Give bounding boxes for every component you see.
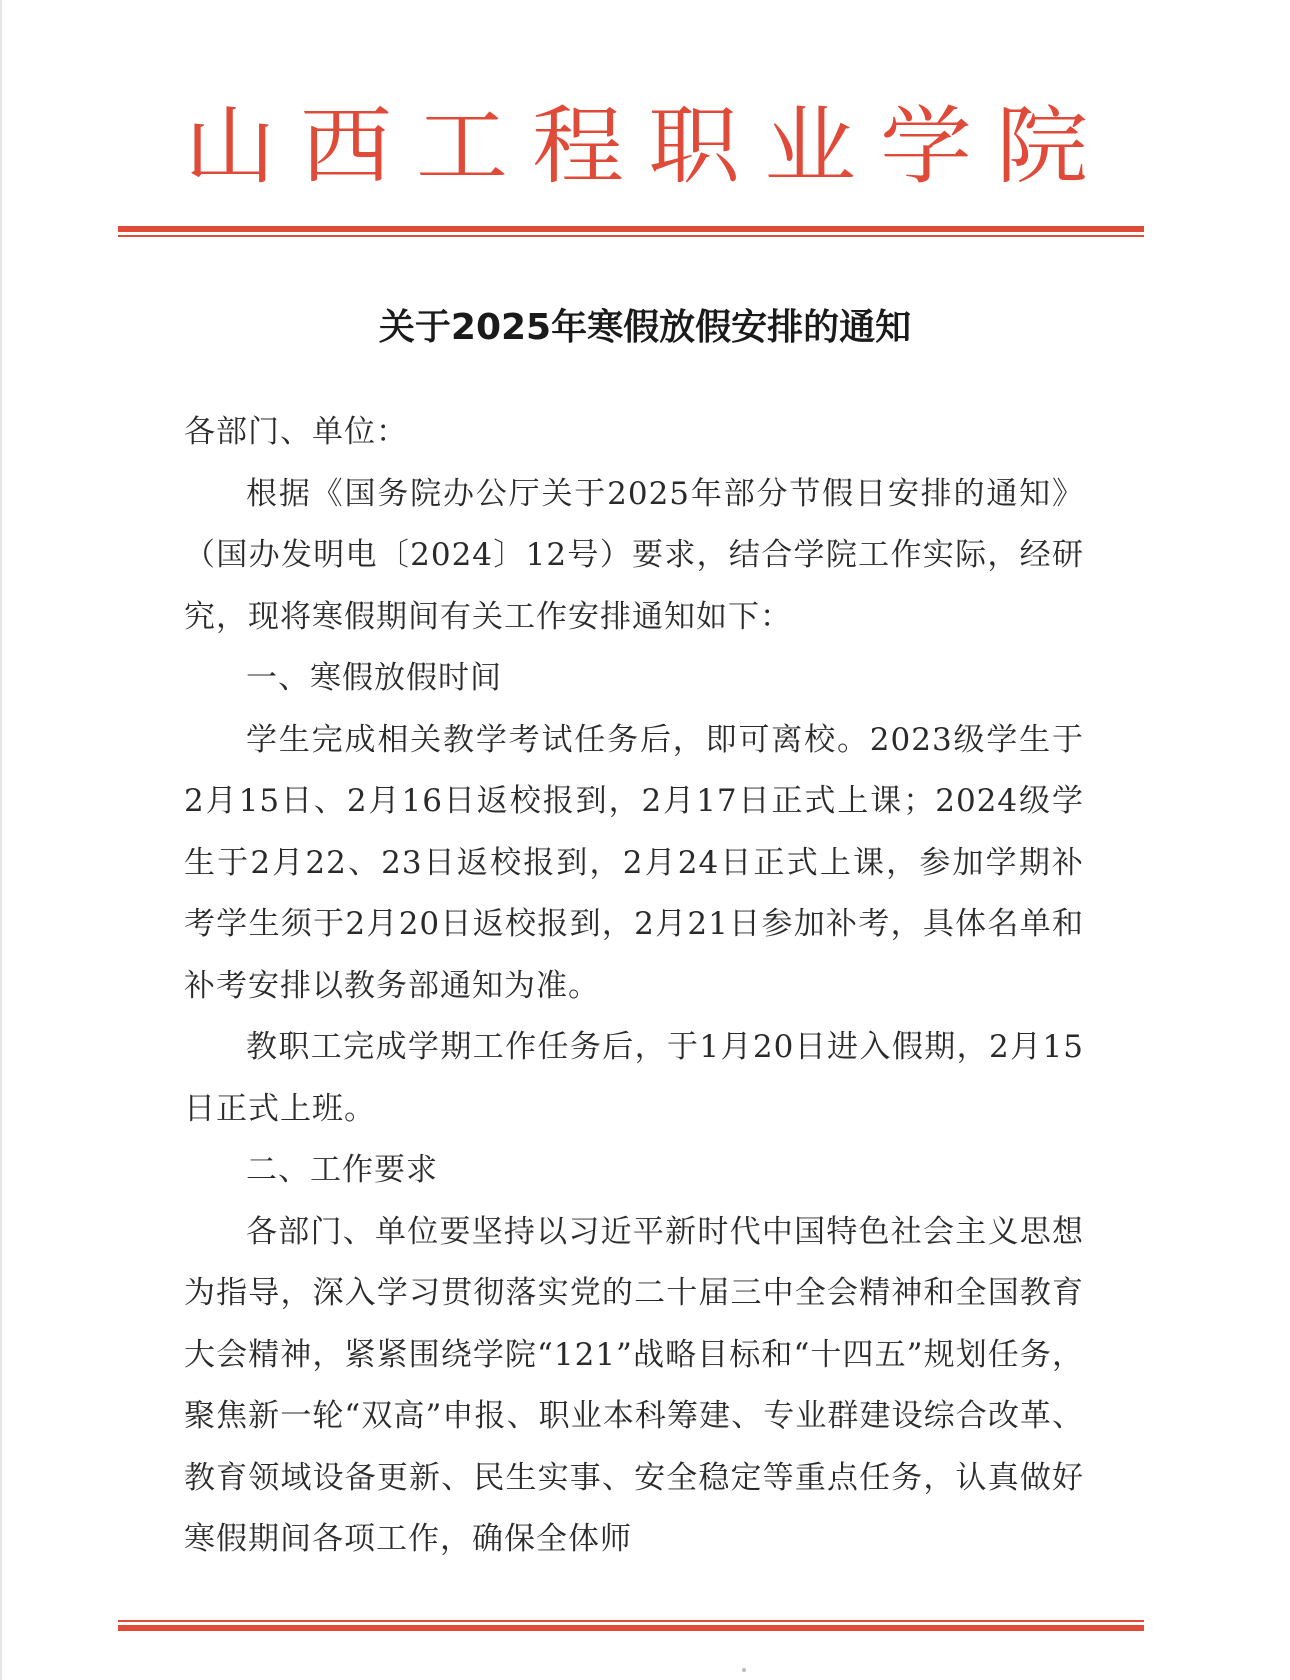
masthead-char: 山 [183, 97, 276, 196]
masthead-char: 职 [647, 97, 740, 196]
rule-thick-line [118, 226, 1144, 232]
masthead-char: 工 [415, 97, 508, 196]
masthead-char: 业 [763, 97, 856, 196]
section-heading-1: 一、寒假放假时间 [246, 660, 502, 696]
section1-paragraph-2: 教职工完成学期工作任务后，于1月20日进入假期，2月15日正式上班。 [184, 1029, 1084, 1127]
masthead-char: 西 [299, 97, 392, 196]
document-title: 关于2025年寒假放假安排的通知 [378, 307, 912, 348]
top-red-rule [118, 226, 1144, 237]
masthead-char: 院 [995, 97, 1088, 196]
rule-thick-line [118, 1625, 1144, 1631]
bottom-red-rule [118, 1620, 1144, 1631]
section1-paragraph-1: 学生完成相关教学考试任务后，即可离校。2023级学生于2月15日、2月16日返校报到，2月17日正式上课；2024级学生于2月22、23日返校报到，2月24日正式上课，参加学期补考学生须于2月20日返校报到，2月21日参加补考，具体名单和补考安排以教务部通知为准。 [184, 721, 1084, 1004]
intro-paragraph: 根据《国务院办公厅关于2025年部分节假日安排的通知》（国办发明电〔2024〕12号）要求，结合学院工作实际，经研究，现将寒假期间有关工作安排通知如下： [184, 475, 1084, 635]
rule-thin-line [118, 235, 1144, 237]
salutation: 各部门、单位： [184, 414, 408, 450]
masthead-char: 程 [531, 97, 624, 196]
section2-paragraph-1: 各部门、单位要坚持以习近平新时代中国特色社会主义思想为指导，深入学习贯彻落实党的二十届三中全会精神和全国教育大会精神，紧紧围绕学院“121”战略目标和“十四五”规划任务，聚焦新一轮“双高”申报、职业本科筹建、专业群建设综合改革、教育领域设备更新、民生实事、安全稳定等重点任务，认真做好寒假期间各项工作，确保全体师 [184, 1213, 1084, 1557]
scan-speck [742, 1668, 746, 1672]
section-heading-2: 二、工作要求 [246, 1152, 438, 1188]
rule-thin-line [118, 1620, 1144, 1622]
document-body [184, 402, 1084, 1571]
masthead [0, 92, 1290, 202]
masthead-char: 学 [879, 97, 972, 196]
